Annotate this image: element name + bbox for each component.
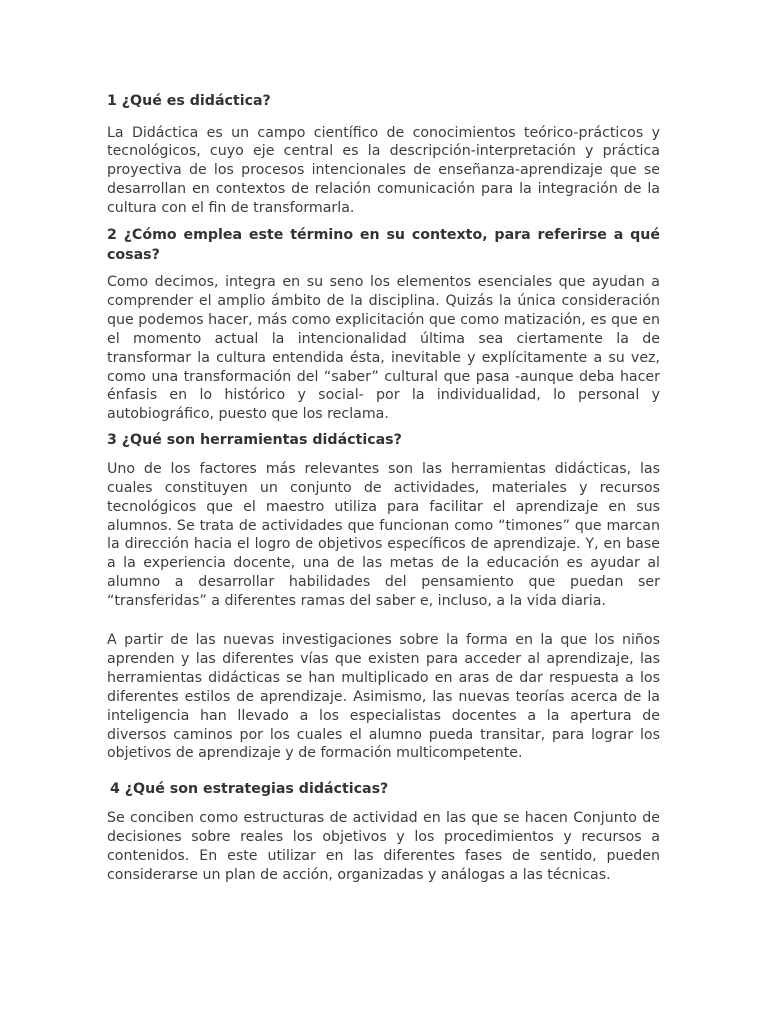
question-1-answer: La Didáctica es un campo científico de conocimientos teórico-prácticos y tecnológicos, cuyo eje central es la descripción-interpretación y práctica proyectiva de los procesos intencionales de enseñanza-aprendizaje que se desarrollan en contextos de relación comunicación para la integración de la cultura con el fin de transformarla. — [107, 124, 660, 217]
question-4-answer: Se conciben como estructuras de actividad en las que se hacen Conjunto de decisiones sobre reales los objetivos y los procedimientos y recursos a contenidos. En este utilizar en las diferentes fases de sentido, pueden considerarse un plan de acción, organizadas y análogas a las técnicas. — [107, 809, 660, 883]
question-3-answer-paragraph-1: Uno de los factores más relevantes son las herramientas didácticas, las cuales constituyen un conjunto de actividades, materiales y recursos tecnológicos que el maestro utiliza para facilitar el aprendizaje en sus alumnos. Se trata de actividades que funcionan como “timones” que marcan la dirección hacia el logro de objetivos específicos de aprendizaje. Y, en base a la experiencia docente, una de las metas de la educación es ayudar al alumno a desarrollar habilidades del pensamiento que puedan ser “transferidas” a diferentes ramas del saber e, incluso, a la vida diaria. — [107, 460, 660, 610]
question-1-heading: 1 ¿Qué es didáctica? — [107, 93, 271, 109]
question-3-answer-paragraph-2: A partir de las nuevas investigaciones sobre la forma en la que los niños aprenden y las diferentes vías que existen para acceder al aprendizaje, las herramientas didácticas se han multiplicado en aras de dar respuesta a los diferentes estilos de aprendizaje. Asimismo, las nuevas teorías acerca de la inteligencia han llevado a los especialistas docentes a la apertura de diversos caminos por los cuales el alumno pueda transitar, para lograr los objetivos de aprendizaje y de formación multicompetente. — [107, 632, 660, 762]
question-4-heading: 4 ¿Qué son estrategias didácticas? — [110, 781, 389, 798]
question-2-heading: 2 ¿Cómo emplea este término en su contexto, para referirse a qué cosas? — [107, 227, 660, 263]
question-3-heading: 3 ¿Qué son herramientas didácticas? — [107, 432, 402, 449]
question-2-answer: Como decimos, integra en su seno los elementos esenciales que ayudan a comprender el amplio ámbito de la disciplina. Quizás la única consideración que podemos hacer, más como explicitación que como matización, es que en el momento actual la intencionalidad última sea ciertamente la de transformar la cultura entendida ésta, inevitable y explícitamente a su vez, como una transformación del “saber” cultural que pasa -aunque deba hacer énfasis en lo histórico y social- por la individualidad, lo personal y autobiográfico, puesto que los reclama. — [107, 274, 660, 423]
document-page — [107, 92, 660, 885]
